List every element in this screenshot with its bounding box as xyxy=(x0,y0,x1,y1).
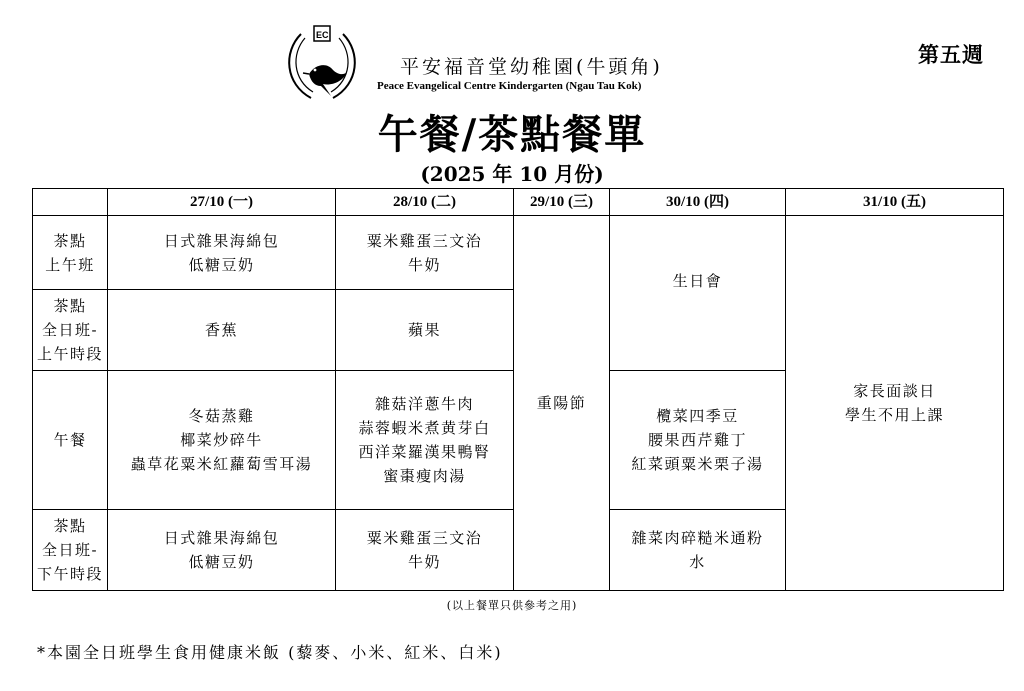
school-name-chinese: 平安福音堂幼稚園(牛頭角) xyxy=(400,56,663,78)
logo-mark: EC xyxy=(316,30,329,40)
menu-cell-birthday: 生日會 xyxy=(610,216,786,371)
menu-cell: 蘋果 xyxy=(336,290,514,371)
week-label: 第五週 xyxy=(918,42,984,67)
menu-cell: 雜菇洋蔥牛肉 蒜蓉蝦米煮黄芽白 西洋菜羅漢果鴨腎 蜜棗瘦肉湯 xyxy=(336,371,514,510)
menu-cell: 日式雜果海綿包 低糖豆奶 xyxy=(108,510,336,591)
menu-table xyxy=(32,188,1004,591)
menu-cell: 欖菜四季豆 腰果西芹雞丁 紅菜頭粟米栗子湯 xyxy=(610,371,786,510)
dove-icon xyxy=(303,65,347,96)
menu-cell-holiday: 重陽節 xyxy=(514,216,610,591)
day-header: 31/10 (五) xyxy=(786,189,1004,216)
menu-cell: 雜菜肉碎糙米通粉 水 xyxy=(610,510,786,591)
reference-footnote: (以上餐單只供參考之用) xyxy=(446,599,578,612)
day-header: 29/10 (三) xyxy=(514,189,610,216)
menu-cell: 冬菇蒸雞 椰菜炒碎牛 蟲草花粟米紅蘿蔔雪耳湯 xyxy=(108,371,336,510)
rice-note: *本園全日班學生食用健康米飯 (藜麥、小米、紅米、白米) xyxy=(37,643,503,662)
menu-cell: 香蕉 xyxy=(108,290,336,371)
row-label-fullday-pm-snack: 茶點 全日班- 下午時段 xyxy=(33,510,108,591)
school-name-english: Peace Evangelical Centre Kindergarten (Ngau Tau Kok) xyxy=(377,80,642,92)
school-logo xyxy=(281,24,363,108)
menu-cell-parent-day: 家長面談日 學生不用上課 xyxy=(786,216,1004,591)
row-label-am-snack: 茶點 上午班 xyxy=(33,216,108,290)
row-label-lunch: 午餐 xyxy=(33,371,108,510)
menu-period: (2025 年 10 月份) xyxy=(420,162,604,186)
page-title: 午餐/茶點餐單 xyxy=(377,111,647,158)
row-label-fullday-am-snack: 茶點 全日班- 上午時段 xyxy=(33,290,108,371)
menu-cell: 日式雜果海綿包 低糖豆奶 xyxy=(108,216,336,290)
menu-header-row xyxy=(33,189,1004,216)
day-header: 28/10 (二) xyxy=(336,189,514,216)
menu-cell: 粟米雞蛋三文治 牛奶 xyxy=(336,510,514,591)
day-header: 30/10 (四) xyxy=(610,189,786,216)
table-row xyxy=(33,216,1004,290)
day-header: 27/10 (一) xyxy=(108,189,336,216)
corner-cell xyxy=(33,189,108,216)
menu-cell: 粟米雞蛋三文治 牛奶 xyxy=(336,216,514,290)
